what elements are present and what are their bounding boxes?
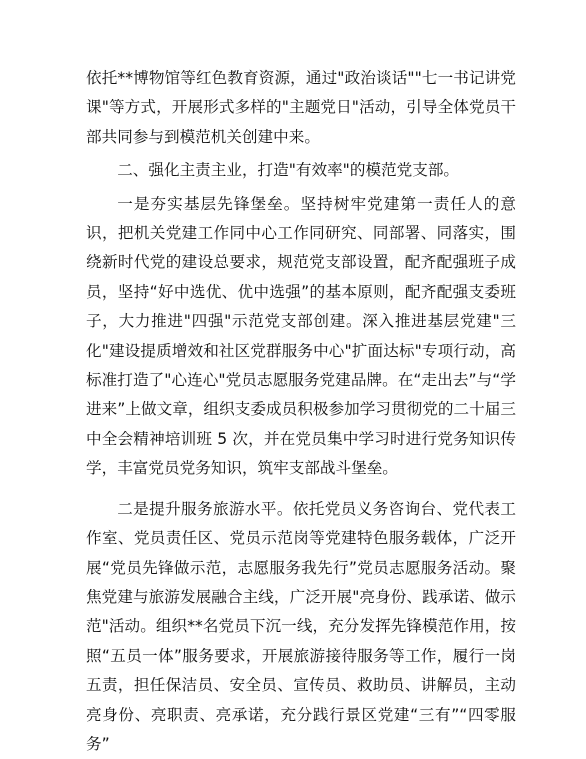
- paragraph-intro-continuation: 依托**博物馆等红色教育资源，通过"政治谈话""七一书记讲党课"等方式，开展形式多样的"主题党日"活动，引导全体党员干部共同参与到模范机关创建中来。: [86, 69, 516, 146]
- section-heading-two: 二、强化主责主业，打造"有效率"的模范党支部。: [117, 161, 460, 180]
- paragraph-improve-tourism-service: 二是提升服务旅游水平。依托党员义务咨询台、党代表工作室、党员责任区、党员示范岗等党建特色服务载体，广泛开展“党员先锋做示范，志愿服务我先行”党员志愿服务活动。聚焦党建与旅游发展融合主线，广泛开展"亮身份、践承诺、做示范"活动。组织**名党员下沉一线，充分发挥先锋模范作用，按照“五员一体”服务要求，开展旅游接待服务等工作，履行一岗五责，担任保洁员、安全员、宣传员、救助员、讲解员，主动亮身份、亮职责、亮承诺，充分践行景区党建“三有”“四零服务”: [86, 499, 516, 753]
- document-body: [86, 64, 516, 759]
- paragraph-consolidate-base: 一是夯实基层先锋堡垒。坚持树牢党建第一责任人的意识，把机关党建工作同中心工作同研究、同部署、同落实，围绕新时代党的建设总要求，规范党支部设置，配齐配强班子成员，坚持“好中选优、优中选强”的基本原则，配齐配强支委班子，大力推进"四强"示范党支部创建。深入推进基层党建"三化"建设提质增效和社区党群服务中心"扩面达标"专项行动，高标准打造了"心连心"党员志愿服务党建品牌。在“走出去”与“学进来”上做文章，组织支委成员积极参加学习贯彻党的二十届三中全会精神培训班 5 次，并在党员集中学习时进行党务知识传学，丰富党员党务知识，筑牢支部战斗堡垒。: [86, 194, 516, 478]
